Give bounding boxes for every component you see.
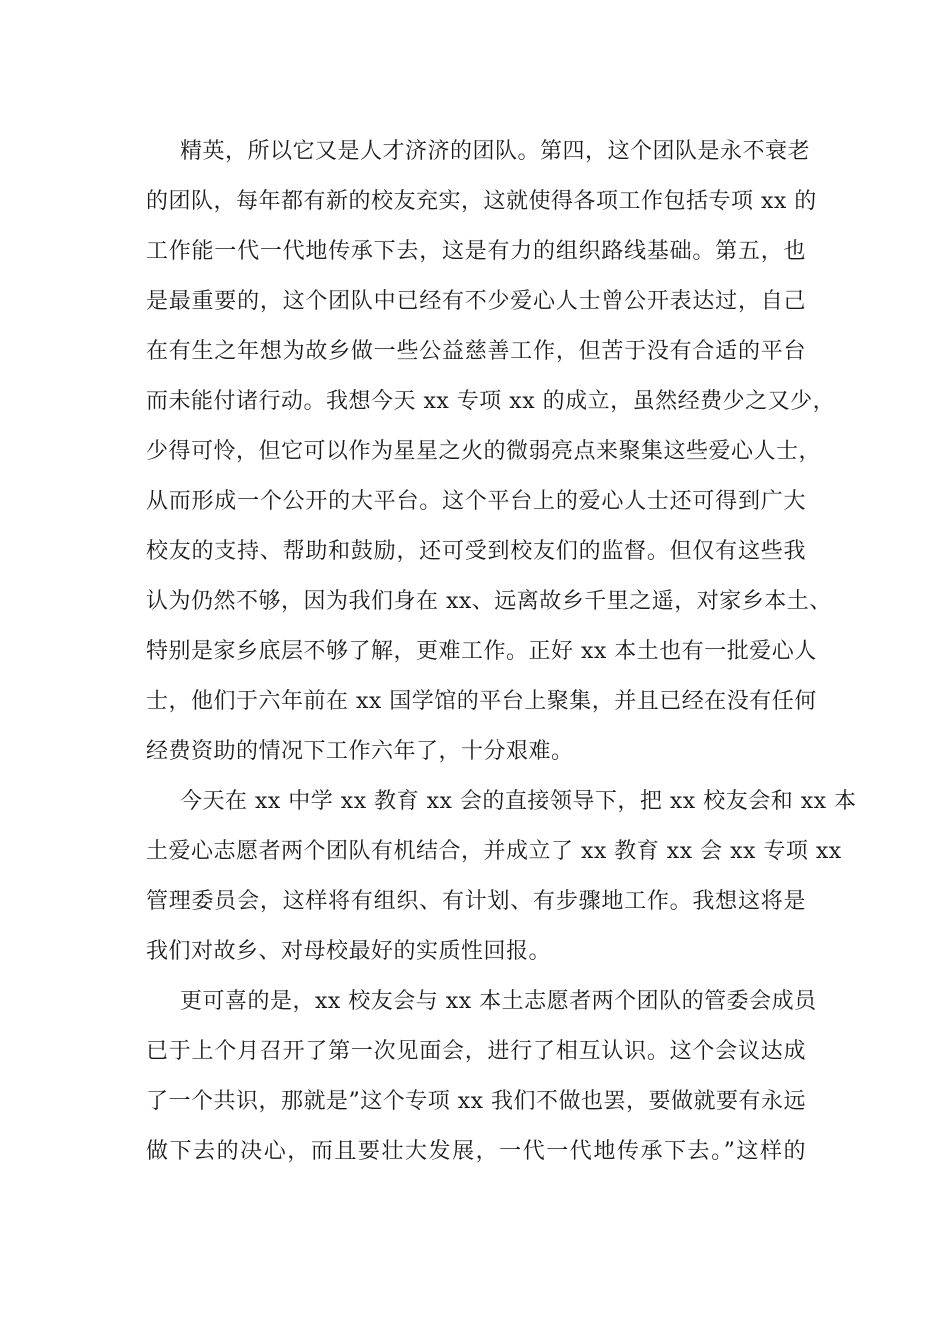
text-line: 做下去的决心，而且要壮大发展，一代一代地传承下去。”这样的 <box>146 1139 806 1164</box>
text-line: 认为仍然不够，因为我们身在 xx、远离故乡千里之遥，对家乡本土、 <box>146 589 832 614</box>
text-line: 管理委员会，这样将有组织、有计划、有步骤地工作。我想这将是 <box>146 889 806 914</box>
text-line: 的团队，每年都有新的校友充实，这就使得各项工作包括专项 xx 的 <box>146 189 817 214</box>
text-line: 特别是家乡底层不够了解，更难工作。正好 xx 本土也有一批爱心人 <box>146 639 817 664</box>
text-line: 士，他们于六年前在 xx 国学馆的平台上聚集，并且已经在没有任何 <box>146 689 817 714</box>
text-line: 今天在 xx 中学 xx 教育 xx 会的直接领导下，把 xx 校友会和 xx 本 <box>180 789 857 814</box>
text-line: 更可喜的是，xx 校友会与 xx 本土志愿者两个团队的管委会成员 <box>180 989 817 1014</box>
text-line: 是最重要的，这个团队中已经有不少爱心人士曾公开表达过，自己 <box>146 289 806 314</box>
text-line: 经费资助的情况下工作六年了，十分艰难。 <box>146 739 574 764</box>
text-line: 我们对故乡、对母校最好的实质性回报。 <box>146 939 552 964</box>
text-line: 了一个共识，那就是”这个专项 xx 我们不做也罢，要做就要有永远 <box>146 1089 807 1114</box>
text-line: 已于上个月召开了第一次见面会，进行了相互认识。这个会议达成 <box>146 1039 806 1064</box>
text-line: 工作能一代一代地传承下去，这是有力的组织路线基础。第五，也 <box>146 239 806 264</box>
text-line: 在有生之年想为故乡做一些公益慈善工作，但苦于没有合适的平台 <box>146 339 806 364</box>
text-line: 土爱心志愿者两个团队有机结合，并成立了 xx 教育 xx 会 xx 专项 xx <box>146 839 842 864</box>
text-line: 精英，所以它又是人才济济的团队。第四，这个团队是永不衰老 <box>180 139 811 164</box>
text-line: 从而形成一个公开的大平台。这个平台上的爱心人士还可得到广大 <box>146 489 806 514</box>
text-line: 少得可怜，但它可以作为星星之火的微弱亮点来聚集这些爱心人士， <box>146 439 822 464</box>
text-line: 而未能付诸行动。我想今天 xx 专项 xx 的成立，虽然经费少之又少， <box>146 389 836 414</box>
text-line: 校友的支持、帮助和鼓励，还可受到校友们的监督。但仅有这些我 <box>146 539 806 564</box>
